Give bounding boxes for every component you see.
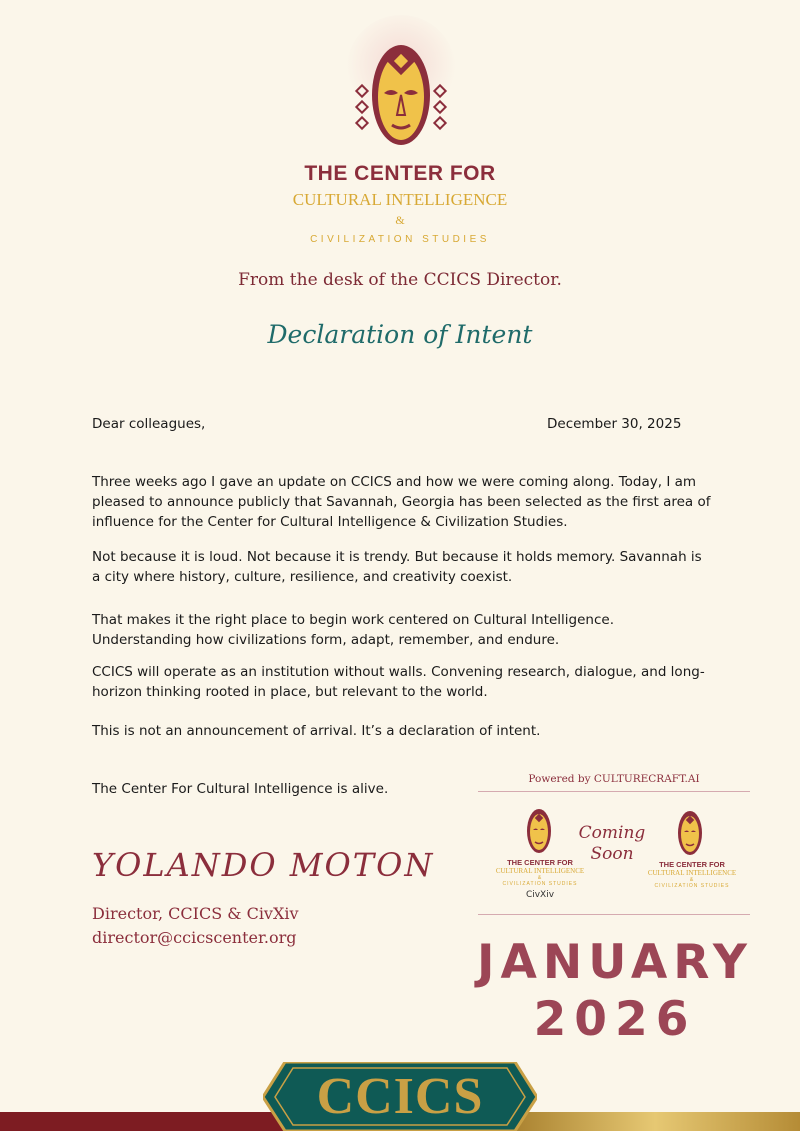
paragraph: CCICS will operate as an institution without walls. Convening research, dialogue, and long-horizon thinking rooted in place, but relevant to the world. [92,664,705,700]
footer-bar [510,1112,800,1131]
mini-mask-logo-icon [517,806,561,856]
mini-title: THE CENTER FOR [507,858,573,867]
mini-mask-logo-icon [668,808,712,858]
release-year: 2026 [533,992,697,1047]
divider [478,791,750,792]
letter-date: December 30, 2025 [547,416,682,432]
director-email[interactable]: director@ccicscenter.org [92,928,297,947]
promo-logo-ccics [636,860,748,889]
brand-title: THE CENTER FOR [304,162,496,185]
divider [478,914,750,915]
brand-subtitle-2: CIVILIZATION STUDIES [310,234,490,245]
mini-amp: & [689,877,695,883]
document-title: Declaration of Intent [267,320,533,349]
brand-subtitle: CULTURAL INTELLIGENCE [292,190,508,209]
footer-badge-text: CCICS [316,1068,484,1125]
paragraph: Three weeks ago I gave an update on CCICS and how we were coming along. Today, I am pleased to announce publicly that Savannah, Georgia has been selected as the first area of influence for the Center for Cultural Intelligence & Civilization Studies. [92,474,711,530]
civxiv-label: CivXiv [525,890,555,900]
powered-by: Powered by CULTURECRAFT.AI [528,773,700,785]
mini-subtitle-2: CIVILIZATION STUDIES [502,881,578,887]
paragraph: That makes it the right place to begin work centered on Cultural Intelligence. Understanding how civilizations form, adapt, remember, and endure. [92,612,614,648]
greeting: Dear colleagues, [92,416,206,432]
mini-title: THE CENTER FOR [659,860,725,869]
mask-logo-icon [346,15,456,165]
mini-amp: & [537,875,543,881]
desk-line: From the desk of the CCICS Director. [238,270,562,290]
mini-subtitle: CULTURAL INTELLIGENCE [647,869,737,877]
closing-line: The Center For Cultural Intelligence is alive. [92,781,389,797]
coming-soon: Coming Soon [578,823,646,864]
brand-ampersand: & [395,213,405,227]
paragraph: This is not an announcement of arrival. It’s a declaration of intent. [92,723,541,739]
director-title: Director, CCICS & CivXiv [92,904,299,923]
release-month: JANUARY [477,935,753,990]
paragraph: Not because it is loud. Not because it is trendy. But because it holds memory. Savannah is a city where history, culture, resilience, and creativity coexist. [92,549,702,585]
footer-bar [0,1112,290,1131]
mini-subtitle: CULTURAL INTELLIGENCE [495,867,585,875]
signature-name: YOLANDO MOTON [92,846,435,884]
mini-subtitle-2: CIVILIZATION STUDIES [654,883,730,889]
